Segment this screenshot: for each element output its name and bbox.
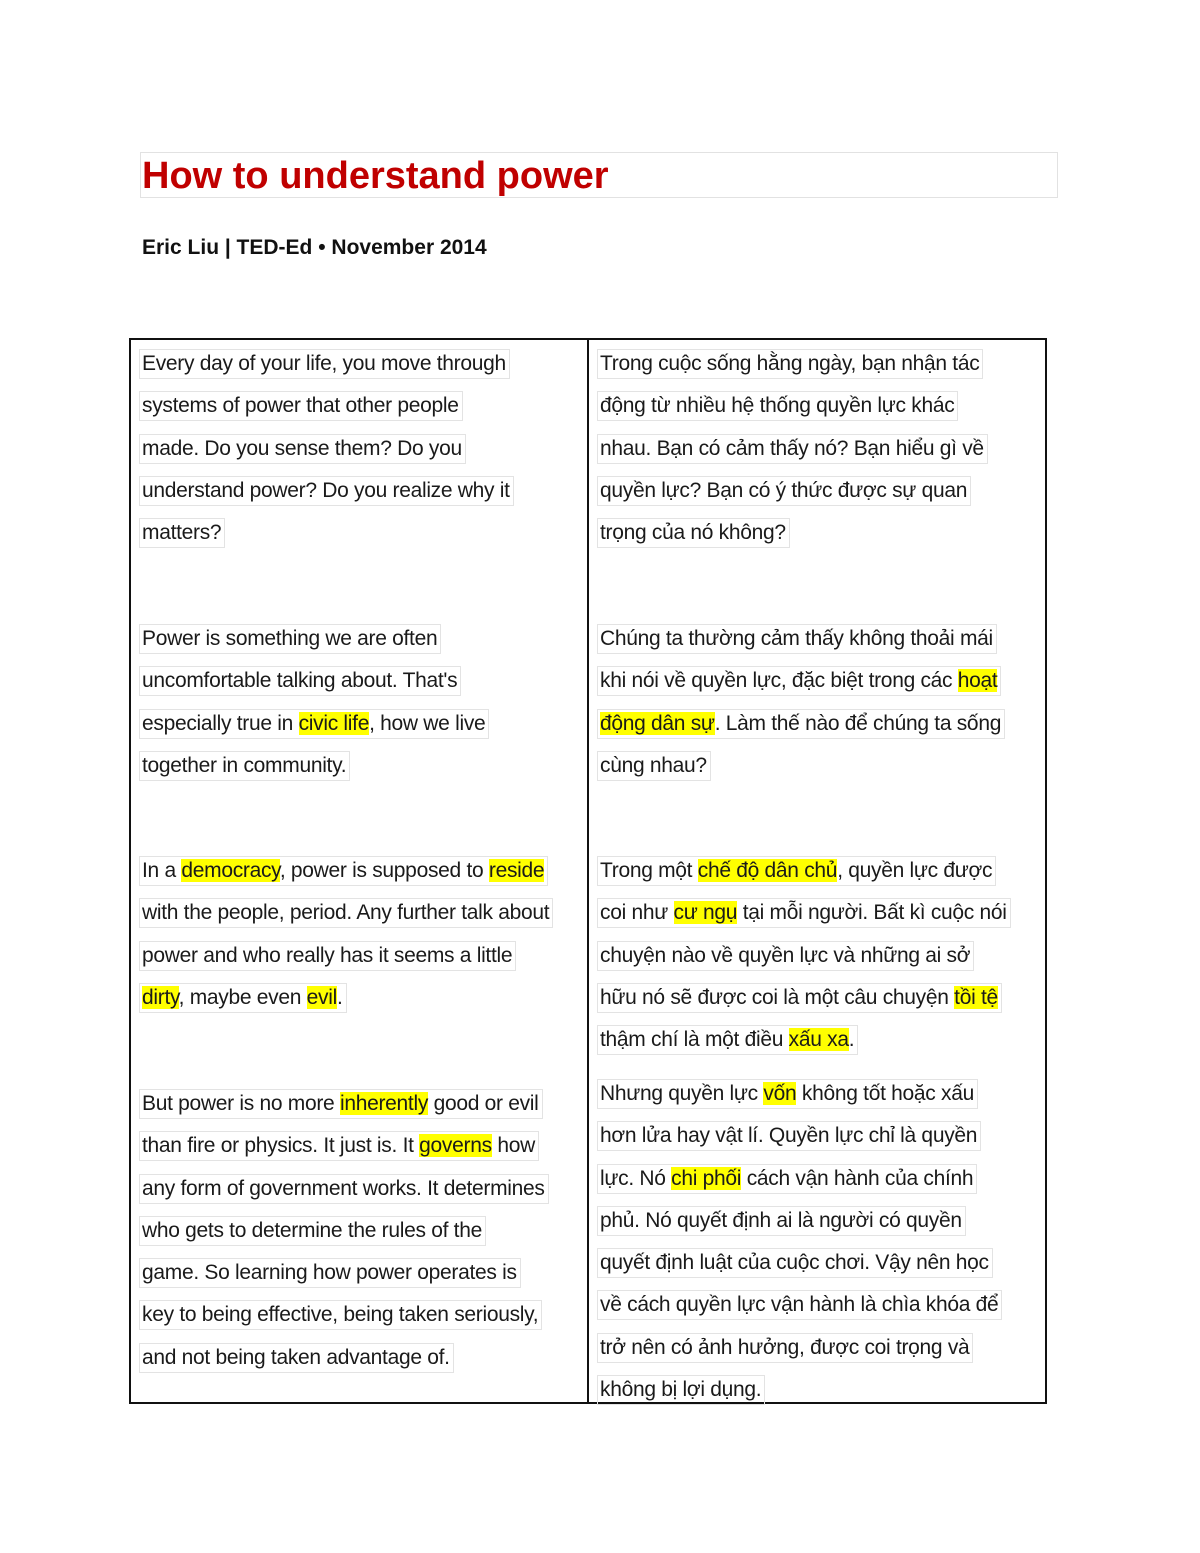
text-run: .	[336, 985, 343, 1009]
highlighted-term: dirty	[142, 985, 179, 1009]
text-run: . Làm thế nào để chúng ta sống	[714, 711, 1002, 735]
text-line: Chúng ta thường cảm thấy không thoải mái	[597, 624, 997, 654]
document-title: How to understand power	[142, 155, 609, 197]
text-line: made. Do you sense them? Do you	[139, 434, 466, 464]
text-run: , power is supposed to	[279, 859, 489, 882]
column-divider	[587, 338, 589, 1404]
text-line: trở nên có ảnh hưởng, được coi trọng và	[597, 1333, 973, 1363]
text-line: systems of power that other people	[139, 391, 463, 421]
text-line	[597, 856, 996, 886]
left-paragraph-2	[142, 624, 489, 793]
highlighted-term: hoạt	[957, 669, 998, 693]
text-line	[139, 709, 489, 739]
text-line: together in community.	[139, 751, 350, 781]
text-line: matters?	[139, 518, 225, 548]
text-line: không bị lợi dụng.	[597, 1375, 765, 1405]
text-line	[139, 983, 347, 1013]
text-line: về cách quyền lực vận hành là chìa khóa để	[597, 1290, 1002, 1320]
text-line	[597, 666, 1001, 696]
highlighted-term: democracy	[181, 859, 280, 882]
text-line: and not being taken advantage of.	[139, 1343, 454, 1373]
text-run: good or evil	[428, 1092, 539, 1115]
highlighted-term: evil	[306, 985, 337, 1009]
text-line	[139, 1131, 539, 1161]
text-run: cách vận hành của chính	[741, 1166, 974, 1190]
text-run: , maybe even	[178, 985, 307, 1009]
text-run: But power is no more	[142, 1092, 340, 1115]
text-line	[139, 856, 548, 886]
highlighted-term: inherently	[339, 1092, 429, 1115]
text-line: động từ nhiều hệ thống quyền lực khác	[597, 391, 958, 421]
text-line	[597, 983, 1002, 1013]
document-byline: Eric Liu | TED-Ed • November 2014	[142, 236, 487, 259]
text-line	[139, 1089, 543, 1119]
right-paragraph-2	[600, 624, 1005, 793]
text-line: hơn lửa hay vật lí. Quyền lực chỉ là quyền	[597, 1121, 981, 1151]
text-run: than fire or physics. It just is. It	[142, 1134, 420, 1158]
text-line: phủ. Nó quyết định ai là người có quyền	[597, 1206, 966, 1236]
left-paragraph-3	[142, 856, 553, 1025]
text-line: nhau. Bạn có cảm thấy nó? Bạn hiểu gì về	[597, 434, 988, 464]
left-paragraph-4	[142, 1089, 549, 1385]
highlighted-term: chi phối	[671, 1166, 742, 1190]
highlighted-term: xấu xa	[788, 1028, 849, 1052]
text-line: chuyện nào về quyền lực và những ai sở	[597, 941, 974, 971]
text-line	[597, 1025, 858, 1055]
right-paragraph-4	[600, 1079, 1002, 1417]
text-run: especially true in	[142, 711, 299, 735]
text-line	[597, 898, 1011, 928]
text-line: Every day of your life, you move through	[139, 349, 510, 379]
text-line	[597, 709, 1005, 739]
text-line: any form of government works. It determines	[139, 1174, 549, 1204]
text-line: game. So learning how power operates is	[139, 1258, 521, 1288]
text-line: who gets to determine the rules of the	[139, 1216, 486, 1246]
right-paragraph-1	[600, 349, 988, 560]
text-line	[597, 1164, 977, 1194]
text-run: không tốt hoặc xấu	[796, 1082, 974, 1105]
text-line: quyết định luật của cuộc chơi. Vậy nên học	[597, 1248, 993, 1278]
highlighted-term: chế độ dân chủ	[697, 859, 838, 882]
text-run: thậm chí là một điều	[600, 1028, 789, 1052]
highlighted-term: governs	[419, 1134, 492, 1158]
text-line: trọng của nó không?	[597, 518, 790, 548]
highlighted-term: tồi tệ	[954, 985, 998, 1009]
text-line: cùng nhau?	[597, 751, 711, 781]
text-line: Power is something we are often	[139, 624, 441, 654]
right-paragraph-3	[600, 856, 1011, 1067]
text-run: , quyền lực được	[837, 859, 993, 882]
highlighted-term: reside	[488, 859, 545, 882]
text-run: hữu nó sẽ được coi là một câu chuyện	[600, 985, 955, 1009]
text-run: khi nói về quyền lực, đặc biệt trong các	[600, 669, 958, 693]
text-run: , how we live	[369, 711, 486, 735]
highlighted-term: vốn	[763, 1082, 797, 1105]
text-line: Trong cuộc sống hằng ngày, bạn nhận tác	[597, 349, 983, 379]
text-run: Nhưng quyền lực	[600, 1082, 764, 1105]
highlighted-term: động dân sự	[600, 711, 715, 735]
highlighted-term: cư ngụ	[673, 901, 738, 925]
text-run: In a	[142, 859, 182, 882]
text-line: with the people, period. Any further talk about	[139, 898, 553, 928]
text-run: coi như	[600, 901, 674, 925]
text-run: tại mỗi người. Bất kì cuộc nói	[737, 901, 1007, 925]
text-line: uncomfortable talking about. That's	[139, 666, 461, 696]
highlighted-term: civic life	[298, 711, 370, 735]
text-run: how	[491, 1134, 535, 1158]
text-run: Trong một	[600, 859, 698, 882]
text-run: .	[848, 1028, 855, 1052]
text-run: lực. Nó	[600, 1166, 672, 1190]
text-line: key to being effective, being taken seriously,	[139, 1300, 542, 1330]
left-paragraph-1	[142, 349, 514, 560]
text-line: quyền lực? Bạn có ý thức được sự quan	[597, 476, 971, 506]
text-line: understand power? Do you realize why it	[139, 476, 514, 506]
text-line	[597, 1079, 978, 1109]
text-line: power and who really has it seems a little	[139, 941, 516, 971]
